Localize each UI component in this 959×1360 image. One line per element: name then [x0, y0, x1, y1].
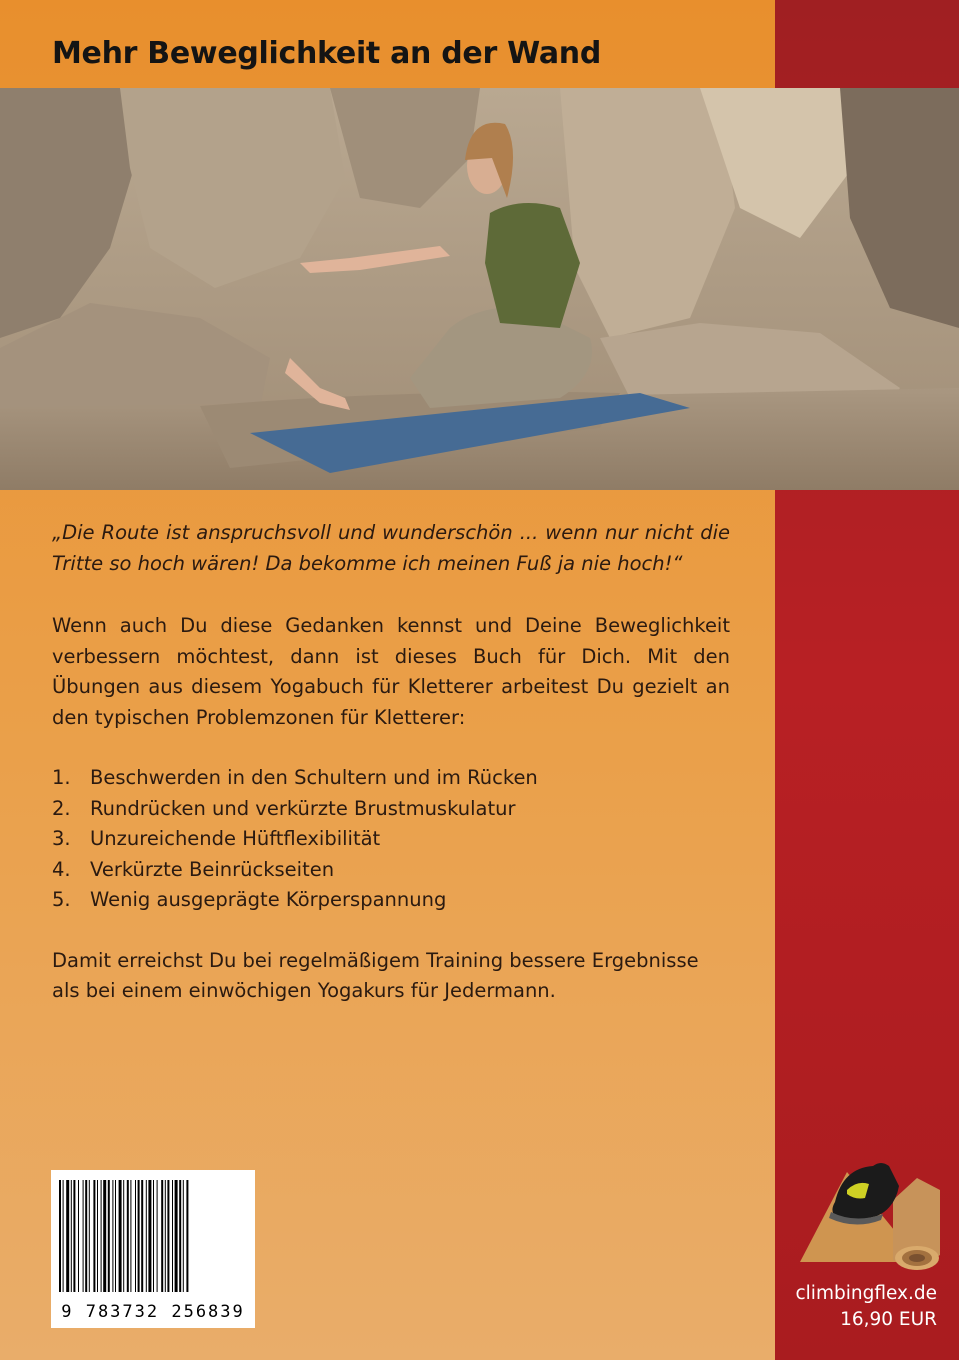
yoga-mat-icon	[893, 1178, 940, 1270]
climbing-shoe-icon	[829, 1163, 899, 1225]
climbingflex-logo	[795, 1150, 945, 1274]
cover-text-block	[52, 518, 730, 1007]
list-item	[52, 794, 730, 825]
list-item	[52, 855, 730, 886]
list-item	[52, 824, 730, 855]
cover-closing: Damit erreichst Du bei regelmäßigem Training bessere Ergebnisse als bei einem einwöchigen Yogakurs für Jedermann.	[52, 948, 699, 1002]
list-number: 4.	[52, 857, 71, 881]
price-label: 16,90 EUR	[840, 1309, 937, 1330]
isbn-number: 9 783732 256839	[61, 1302, 245, 1322]
cover-quote: „Die Route ist anspruchsvoll und wunderschön ... wenn nur nicht die Tritte so hoch wären! Da bekomme ich meinen Fuß ja nie hoch!“	[52, 521, 730, 575]
list-number: 1.	[52, 766, 71, 789]
list-text: Rundrücken und verkürzte Brustmuskulatur	[90, 796, 516, 820]
list-text: Wenig ausgeprägte Körperspannung	[90, 888, 447, 911]
cover-photo-yoga-on-rocks	[0, 88, 959, 490]
cover-intro: Wenn auch Du diese Gedanken kennst und Deine Beweglichkeit verbessern möchtest, dann ist dieses Buch für Dich. Mit den Übungen aus diesem Yogabuch für Kletterer arbeitest Du gezielt an den typischen Problemzonen für Kletterer:	[52, 614, 730, 729]
list-number: 3.	[52, 827, 71, 850]
website-url: climbingflex.de	[795, 1283, 937, 1304]
list-item	[52, 763, 730, 794]
barcode-icon	[59, 1180, 247, 1292]
list-number: 5.	[52, 888, 71, 911]
cover-title: Mehr Beweglichkeit an der Wand	[52, 36, 602, 71]
isbn-barcode	[51, 1170, 255, 1328]
list-number: 2.	[52, 796, 71, 820]
list-text: Unzureichende Hüftflexibilität	[90, 827, 381, 850]
list-item	[52, 885, 730, 916]
list-text: Beschwerden in den Schultern und im Rücken	[90, 766, 538, 789]
list-text: Verkürzte Beinrückseiten	[90, 857, 335, 881]
problem-zone-list	[52, 763, 730, 916]
